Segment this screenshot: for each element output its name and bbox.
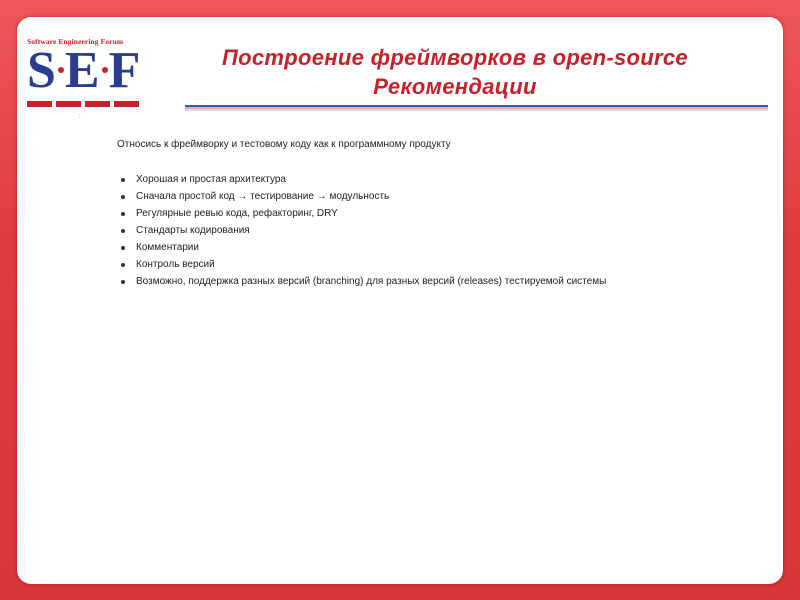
logo-dot bbox=[102, 67, 108, 73]
logo-letters bbox=[27, 42, 142, 99]
logo-bar bbox=[85, 101, 110, 107]
bullet-icon bbox=[121, 263, 125, 267]
logo-letter-f: F bbox=[108, 42, 142, 99]
logo-bar bbox=[114, 101, 139, 107]
list-item bbox=[121, 171, 606, 188]
list-item-text: Регулярные ревью кода, рефакторинг, DRY bbox=[136, 208, 338, 219]
slide-title bbox=[167, 43, 743, 101]
bullet-list bbox=[121, 171, 606, 290]
list-item bbox=[121, 205, 606, 222]
logo-bars bbox=[27, 101, 139, 107]
divider-line-grey bbox=[185, 109, 768, 111]
list-item-text: Хорошая и простая архитектура bbox=[136, 174, 286, 185]
list-item-text: Возможно, поддержка разных версий (branching) для разных версий (releases) тестируемой системы bbox=[136, 276, 607, 287]
title-divider bbox=[185, 105, 768, 111]
list-item-text: Сначала простой код → тестирование → модульность bbox=[136, 191, 390, 202]
bullet-icon bbox=[121, 280, 125, 284]
list-item bbox=[121, 273, 606, 290]
list-item-text: Контроль версий bbox=[136, 259, 215, 270]
list-item bbox=[121, 239, 606, 256]
bullet-icon bbox=[121, 178, 125, 182]
bullet-icon bbox=[121, 195, 125, 199]
slide bbox=[17, 17, 783, 584]
slide-title-line2: Рекомендации bbox=[373, 74, 537, 99]
bullet-icon bbox=[121, 246, 125, 250]
bullet-icon bbox=[121, 212, 125, 216]
list-item bbox=[121, 222, 606, 239]
logo-caption: Software Engineering Forum bbox=[27, 37, 124, 46]
list-item bbox=[121, 188, 606, 205]
logo-bar bbox=[27, 101, 52, 107]
sef-logo bbox=[27, 37, 142, 117]
intro-text: Относись к фреймворку и тестовому коду как к программному продукту bbox=[117, 139, 451, 150]
list-item-text: Комментарии bbox=[136, 242, 199, 253]
logo-dot bbox=[58, 67, 64, 73]
list-item bbox=[121, 256, 606, 273]
bullet-icon bbox=[121, 229, 125, 233]
logo-letter-e: E bbox=[64, 42, 101, 99]
slide-title-line1: Построение фреймворков в open-source bbox=[222, 45, 688, 70]
logo-letter-s: S bbox=[27, 42, 57, 99]
list-item-text: Стандарты кодирования bbox=[136, 225, 250, 236]
logo-bar bbox=[56, 101, 81, 107]
logo-mark: : bbox=[79, 114, 81, 120]
